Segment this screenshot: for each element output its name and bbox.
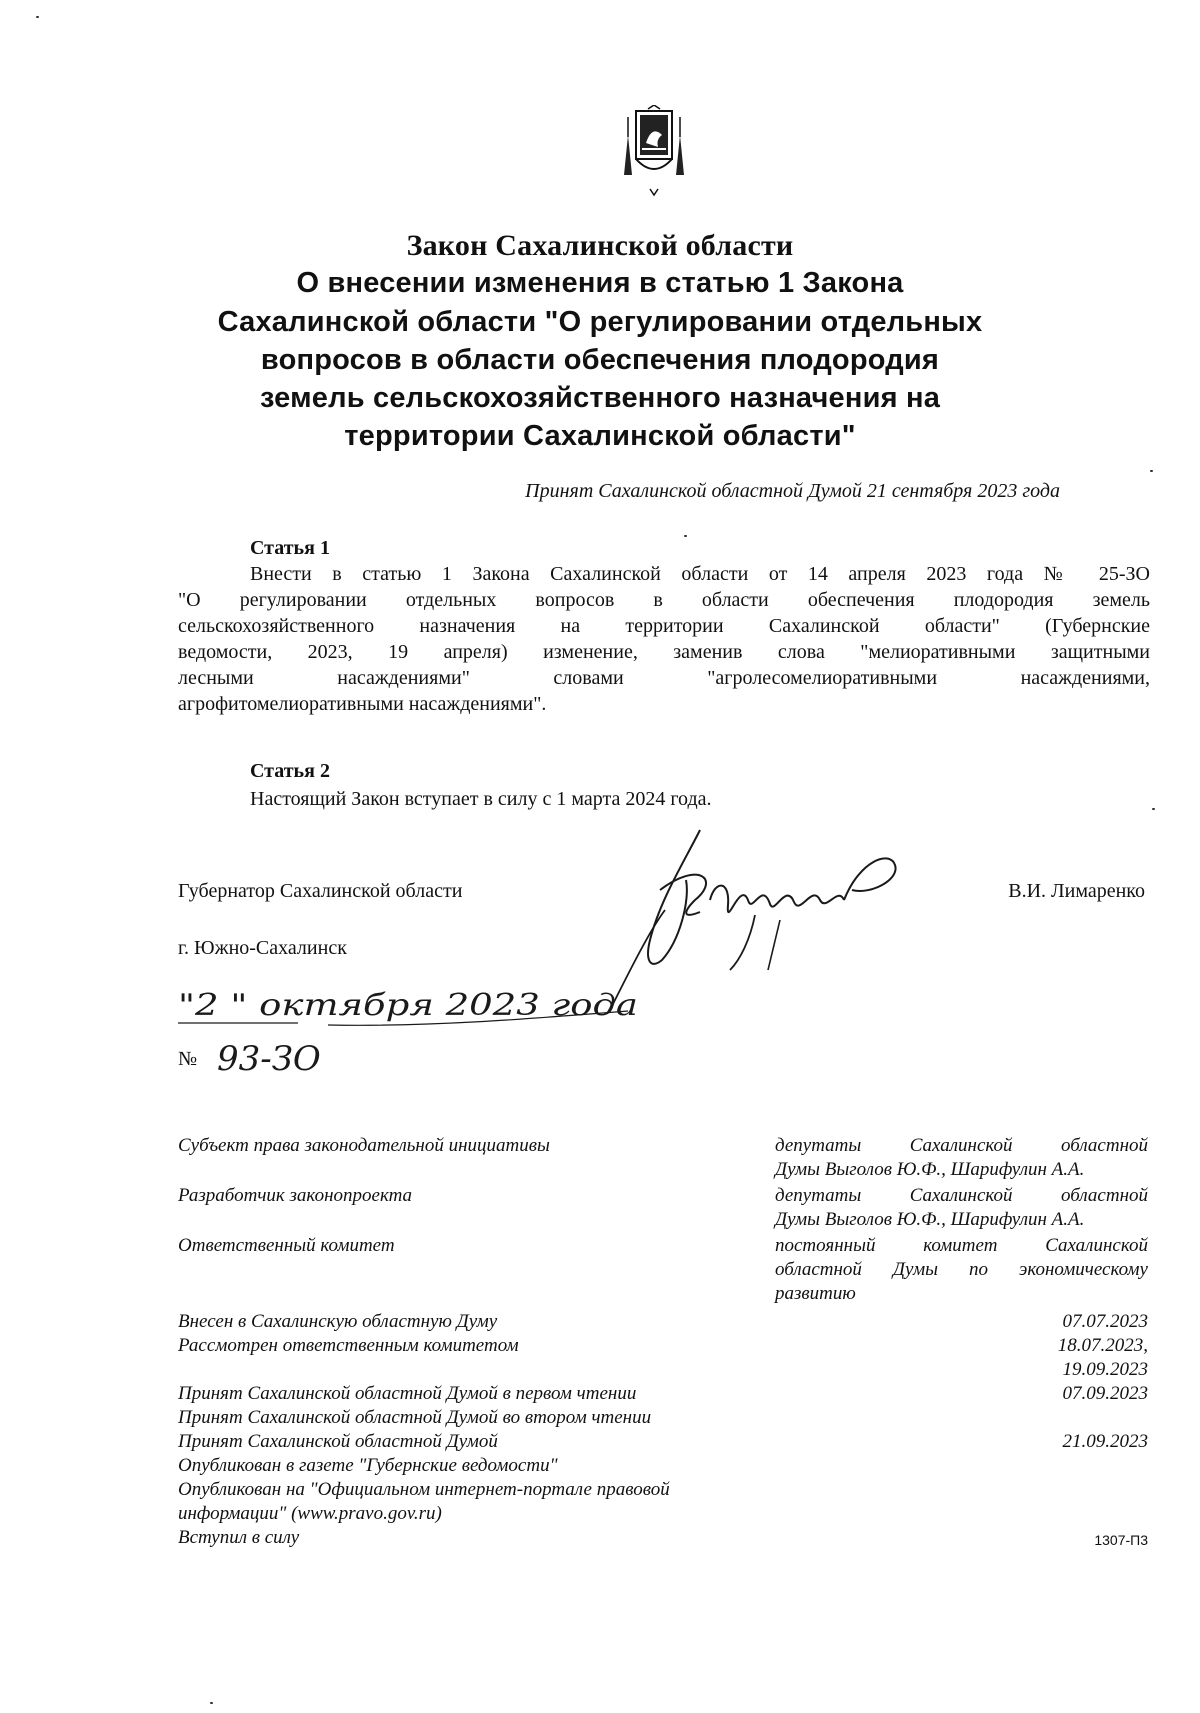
article-text-line: агрофитомелиоративными насаждениями". (178, 693, 547, 715)
history-label: информации" (www.pravo.gov.ru) (178, 1503, 442, 1524)
responsible-committee-value (775, 1234, 1148, 1306)
history-label: Принят Сахалинской областной Думой (178, 1431, 498, 1452)
history-label: Рассмотрен ответственным комитетом (178, 1335, 519, 1356)
law-title-line: вопросов в области обеспечения плодородия (260, 344, 940, 376)
info-value-line: развитию (775, 1283, 856, 1304)
info-value-line: Думы Выголов Ю.Ф., Шарифулин А.А. (775, 1159, 1085, 1180)
bill-developer-value (775, 1184, 1148, 1232)
city-line: г. Южно-Сахалинск (178, 937, 347, 959)
article-text-line: ведомости, 2023, 19 апреля) изменение, заменив слова "мелиоративными защитными (178, 641, 1150, 663)
law-type-heading: Закон Сахалинской области (406, 229, 794, 262)
history-row (178, 1334, 1148, 1382)
history-date: 18.07.2023, (1057, 1335, 1148, 1356)
legislative-history (178, 1310, 1148, 1550)
history-date: 19.09.2023 (1062, 1359, 1148, 1380)
scan-speck (1150, 470, 1153, 472)
law-title-line: территории Сахалинской области" (344, 420, 856, 452)
history-row (178, 1502, 1148, 1526)
history-label: Опубликован в газете "Губернские ведомости" (178, 1455, 558, 1476)
history-row (178, 1406, 1148, 1430)
law-title-line: О внесении изменения в статью 1 Закона (296, 267, 904, 299)
handwritten-law-number (215, 1030, 355, 1082)
document-code-mark: 1307-П3 (1094, 1532, 1148, 1548)
history-date: 21.09.2023 (1062, 1431, 1148, 1452)
governor-name: В.И. Лимаренко (1008, 880, 1145, 902)
info-value-line: постоянный комитет Сахалинской (775, 1235, 1148, 1256)
article-1-text (178, 561, 1150, 717)
law-number-label: № (178, 1048, 198, 1070)
scan-speck (684, 535, 687, 537)
governor-title: Губернатор Сахалинской области (178, 880, 463, 902)
initiative-subject-label: Субъект права законодательной инициативы (178, 1135, 550, 1156)
history-row (178, 1478, 1148, 1502)
scan-speck (36, 16, 39, 18)
history-row (178, 1382, 1148, 1406)
info-value-line: депутаты Сахалинской областной (775, 1135, 1148, 1156)
info-value-line: Думы Выголов Ю.Ф., Шарифулин А.А. (775, 1209, 1085, 1230)
info-value-line: депутаты Сахалинской областной (775, 1185, 1148, 1206)
scan-speck (210, 1702, 213, 1704)
bill-developer-label: Разработчик законопроекта (178, 1185, 413, 1206)
history-row (178, 1454, 1148, 1478)
history-row (178, 1430, 1148, 1454)
adoption-note: Принят Сахалинской областной Думой 21 сентября 2023 года (525, 480, 1060, 502)
article-2-heading: Статья 2 (250, 760, 330, 782)
history-date: 07.07.2023 (1062, 1311, 1148, 1332)
history-label: Вступил в силу (178, 1527, 300, 1548)
article-2-text: Настоящий Закон вступает в силу с 1 марта 2024 года. (250, 788, 712, 810)
history-row (178, 1310, 1148, 1334)
article-text-line: сельскохозяйственного назначения на территории Сахалинской области" (Губернские (178, 615, 1150, 637)
scan-speck (1152, 808, 1155, 810)
article-1-heading: Статья 1 (250, 537, 330, 559)
responsible-committee-label: Ответственный комитет (178, 1235, 395, 1256)
history-row (178, 1526, 1148, 1550)
history-date: 07.09.2023 (1062, 1383, 1148, 1404)
history-label: Внесен в Сахалинскую областную Думу (178, 1311, 498, 1332)
article-text-line: "О регулировании отдельных вопросов в области обеспечения плодородия земель (178, 589, 1150, 611)
law-title-line: земель сельскохозяйственного назначения на (259, 382, 941, 414)
info-value-line: областной Думы по экономическому (775, 1259, 1148, 1280)
history-label: Принят Сахалинской областной Думой во втором чтении (178, 1407, 652, 1428)
initiative-subject-value (775, 1134, 1148, 1182)
svg-text:"2 " октября 2023 года: "2 " октября 2023 года (178, 988, 638, 1023)
history-label: Принят Сахалинской областной Думой в первом чтении (178, 1383, 637, 1404)
history-label: Опубликован на "Официальном интернет-портале правовой (178, 1479, 670, 1500)
svg-text:93-ЗО: 93-ЗО (217, 1039, 321, 1079)
article-text-line: Внести в статью 1 Закона Сахалинской области от 14 апреля 2023 года № 25-ЗО (250, 563, 1150, 585)
coat-of-arms-emblem (622, 105, 686, 197)
article-text-line: лесными насаждениями" словами "агролесомелиоративными насаждениями, (178, 667, 1150, 689)
law-title-line: Сахалинской области "О регулировании отдельных (217, 306, 983, 338)
